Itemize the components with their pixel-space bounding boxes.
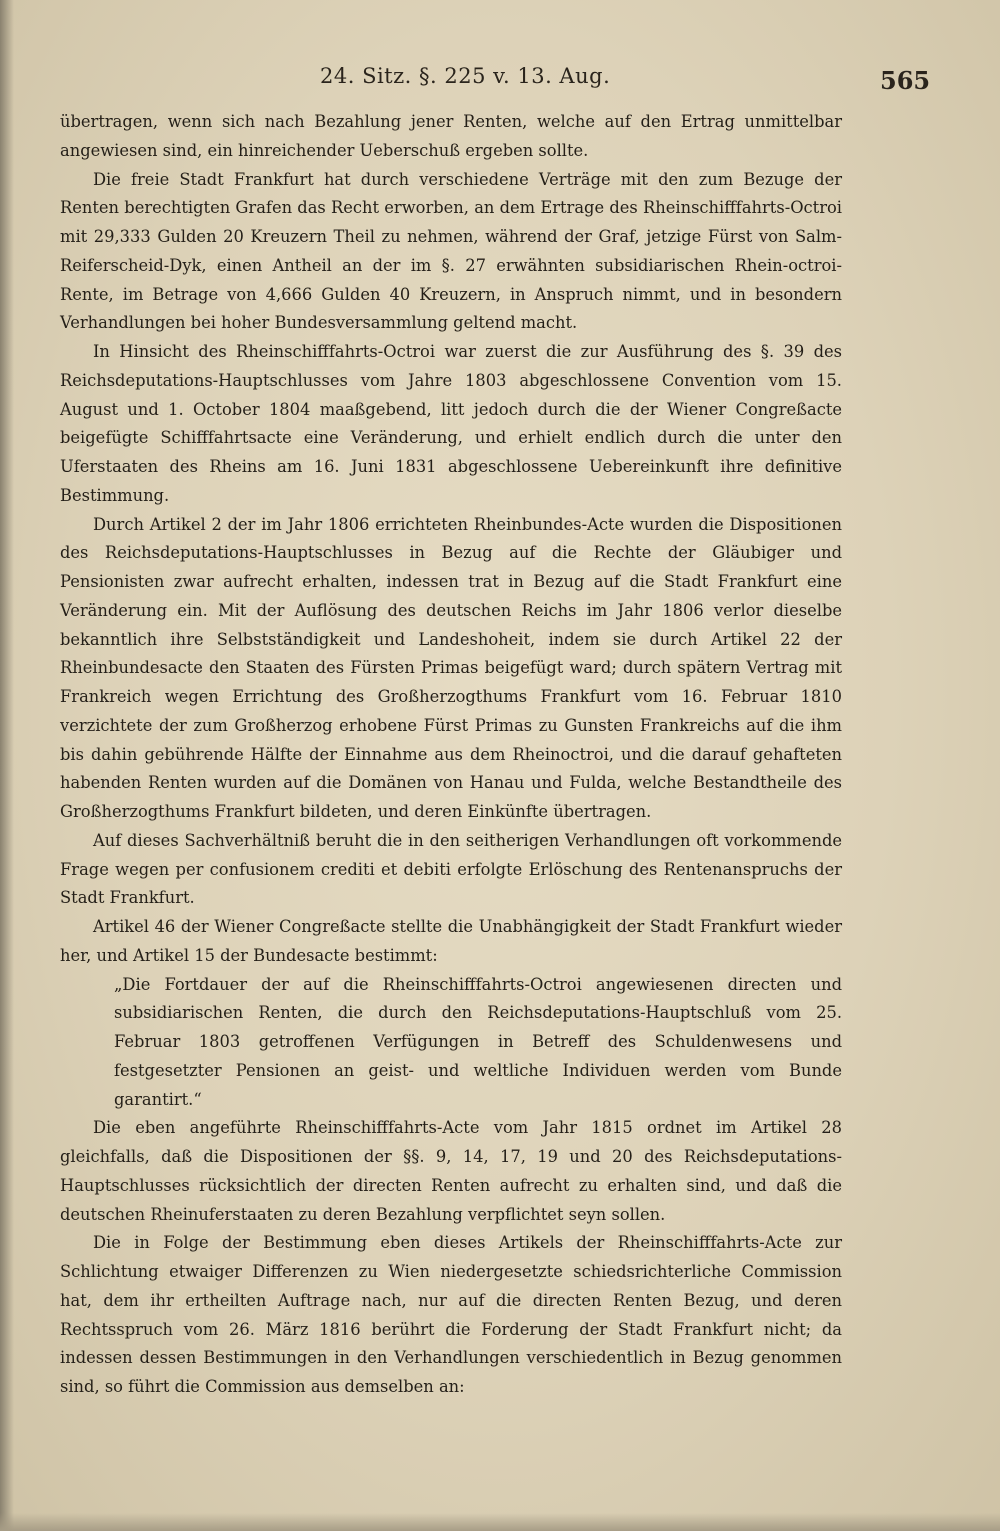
running-head: 24. Sitz. §. 225 v. 13. Aug. (320, 64, 611, 88)
paragraph-2: Die freie Stadt Frankfurt hat durch verschiedene Verträge mit den zum Bezuge der Renten berechtigten Grafen das Recht erworben, an dem Ertrage des Rheinschifffahrts-Octroi mit 29,333 Gulden 20 Kreuzern Theil zu nehmen, während der Graf, jetzige Fürst von Salm-Reiferscheid-Dyk, einen Antheil an der im §. 27 erwähnten subsidiarischen Rhein-octroi-Rente, im Betrage von 4,666 Gulden 40 Kreuzern, in Anspruch nimmt, und in besondern Verhandlungen bei hoher Bundesversammlung geltend macht. (60, 169, 842, 333)
paragraph-9: Die in Folge der Bestimmung eben dieses Artikels der Rheinschifffahrts-Acte zur Schlichtung etwaiger Differenzen zu Wien niedergesetzte schiedsrichterliche Commission hat, dem ihr ertheilten Auftrage nach, nur auf die directen Renten Bezug, und deren Rechtsspruch vom 26. März 1816 berührt die Forderung der Stadt Frankfurt nicht; da indessen dessen Bestimmungen in den Verhandlungen verschiedentlich in Bezug genommen sind, so führt die Commission aus demselben an: (60, 1233, 842, 1396)
paragraph-6: Artikel 46 der Wiener Congreßacte stellte die Unabhängigkeit der Stadt Frankfurt wieder her, und Artikel 15 der Bundesacte bestimmt: (60, 917, 842, 965)
paragraph-5: Auf dieses Sachverhältniß beruht die in den seitherigen Verhandlungen oft vorkommende Frage wegen per confusionem crediti et debiti erfolgte Erlöschung des Rentenanspruchs der Stadt Frankfurt. (60, 830, 842, 908)
quoted-paragraph: „Die Fortdauer der auf die Rheinschifffahrts-Octroi angewiesenen directen und subsidiarischen Renten, die durch den Reichsdeputations-Hauptschluß vom 25. Februar 1803 getroffenen Verfügungen in Betreff des Schuldenwesens und festgesetzter Pensionen an geist- und weltliche Individuen werden vom Bunde garantirt.“ (114, 974, 842, 1109)
page-header (0, 64, 1000, 96)
page-edge-shadow (0, 0, 14, 1531)
paragraph-1: übertragen, wenn sich nach Bezahlung jener Renten, welche auf den Ertrag unmittelbar angewiesen sind, ein hinreichender Ueberschuß ergeben sollte. (60, 112, 842, 160)
paragraph-3: In Hinsicht des Rheinschifffahrts-Octroi war zuerst die zur Ausführung des §. 39 des Reichsdeputations-Hauptschlusses vom Jahre 1803 abgeschlossene Convention vom 15. August und 1. October 1804 maaßgebend, litt jedoch durch die der Wiener Congreßacte beigefügte Schifffahrtsacte eine Veränderung, und erhielt endlich durch die unter den Uferstaaten des Rheins am 16. Juni 1831 abgeschlossene Uebereinkunft ihre definitive Bestimmung. (60, 342, 842, 505)
body-text (60, 108, 842, 1402)
page-number: 565 (880, 66, 931, 95)
paragraph-4: Durch Artikel 2 der im Jahr 1806 errichteten Rheinbundes-Acte wurden die Dispositionen des Reichsdeputations-Hauptschlusses in Bezug auf die Rechte der Gläubiger und Pensionisten zwar aufrecht erhalten, indessen trat in Bezug auf die Stadt Frankfurt eine Veränderung ein. Mit der Auflösung des deutschen Reichs im Jahr 1806 verlor dieselbe bekanntlich ihre Selbstständigkeit und Landeshoheit, indem sie durch Artikel 22 der Rheinbundesacte den Staaten des Fürsten Primas beigefügt ward; durch spätern Vertrag mit Frankreich wegen Errichtung des Großherzogthums Frankfurt vom 16. Februar 1810 verzichtete der zum Großherzog erhobene Fürst Primas zu Gunsten Frankreichs auf die ihm bis dahin gebührende Hälfte der Einnahme aus dem Rheinoctroi, und die darauf gehafteten habenden Renten wurden auf die Domänen von Hanau und Fulda, welche Bestandtheile des Großherzogthums Frankfurt bildeten, und deren Einkünfte übertragen. (60, 514, 842, 821)
paragraph-8: Die eben angeführte Rheinschifffahrts-Acte vom Jahr 1815 ordnet im Artikel 28 gleichfalls, daß die Dispositionen der §§. 9, 14, 17, 19 und 20 des Reichsdeputations-Hauptschlusses rücksichtlich der directen Renten aufrecht zu erhalten sind, und daß die deutschen Rheinuferstaaten zu deren Bezahlung verpflichtet seyn sollen. (60, 1118, 842, 1224)
page-bottom-shadow (0, 1513, 1000, 1531)
